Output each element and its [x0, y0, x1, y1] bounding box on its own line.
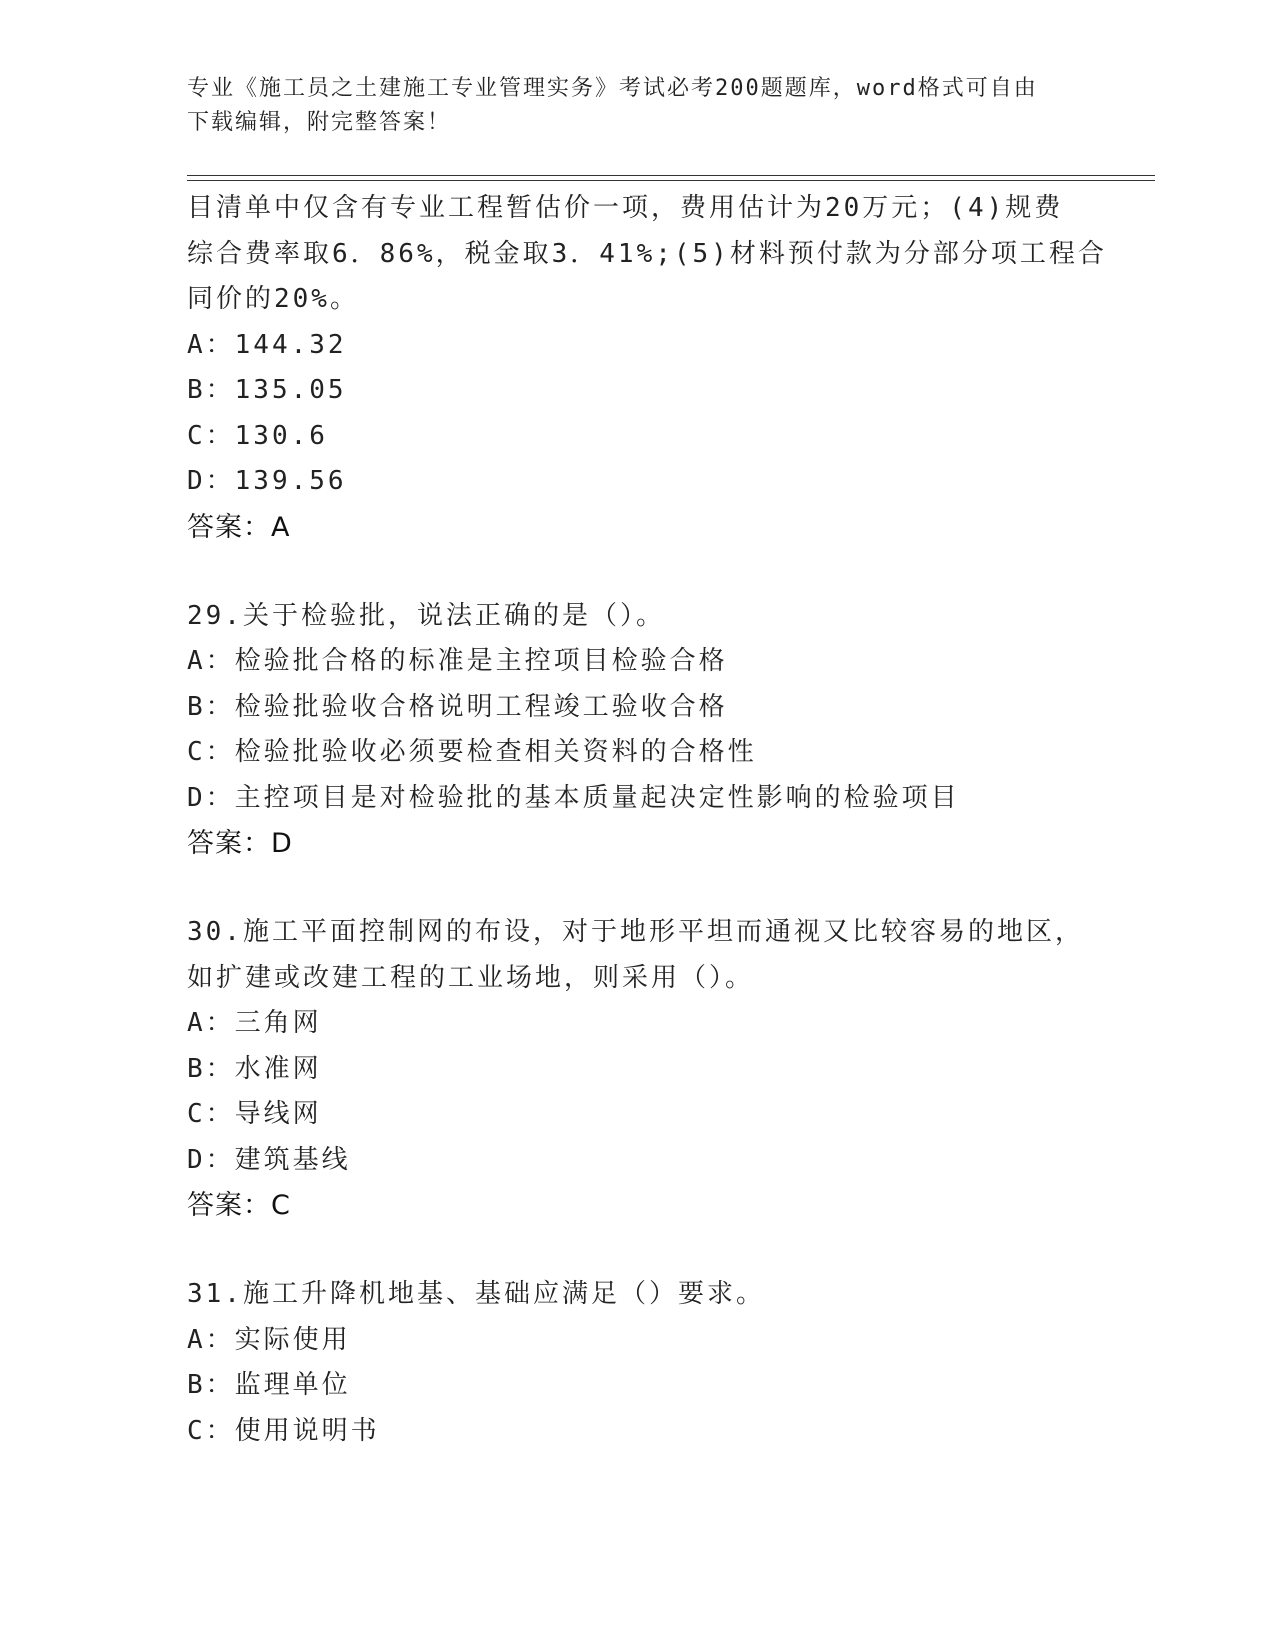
answer-label: 答案：C: [187, 1190, 291, 1221]
answer-label: 答案：D: [187, 828, 293, 859]
question-stem-line: 同价的20%。: [187, 284, 359, 314]
header-divider-bottom: [187, 180, 1155, 181]
option-a: A：三角网: [187, 1008, 322, 1038]
spacer: [187, 1229, 1087, 1272]
option-a: A：检验批合格的标准是主控项目检验合格: [187, 646, 728, 676]
header-divider-top: [187, 175, 1155, 176]
option-a: A：144.32: [187, 329, 347, 360]
question-stem-line: 如扩建或改建工程的工业场地，则采用（）。: [187, 962, 755, 993]
option-d: D：主控项目是对检验批的基本质量起决定性影响的检验项目: [187, 782, 960, 813]
option-c: C：使用说明书: [187, 1415, 380, 1446]
option-c: C：130.6: [187, 420, 328, 451]
option-a: A：实际使用: [187, 1324, 351, 1355]
option-b: B：水准网: [187, 1053, 322, 1084]
question-31: [187, 1272, 1087, 1454]
spacer: [187, 867, 1087, 910]
spacer: [187, 551, 1087, 594]
document-header: [187, 72, 1067, 140]
option-d: D：139.56: [187, 466, 347, 496]
question-stem-line: 29.关于检验批，说法正确的是（）。: [187, 600, 665, 631]
option-c: C：导线网: [187, 1099, 322, 1129]
header-line-2: 下载编辑，附完整答案！: [187, 110, 452, 135]
question-29: [187, 594, 1087, 868]
option-c: C：检验批验收必须要检查相关资料的合格性: [187, 737, 757, 767]
question-30: [187, 910, 1087, 1229]
question-stem-line: 31.施工升降机地基、基础应满足（）要求。: [187, 1279, 765, 1309]
option-d: D：建筑基线: [187, 1144, 351, 1175]
header-line-1: 专业《施工员之土建施工专业管理实务》考试必考200题题库，word格式可自由: [187, 76, 1038, 101]
answer-label: 答案：A: [187, 511, 291, 543]
option-b: B：监理单位: [187, 1370, 351, 1400]
question-stem-line: 综合费率取6．86%，税金取3．41%;(5)材料预付款为分部分项工程合: [187, 238, 1107, 269]
option-b: B：135.05: [187, 375, 347, 405]
question-stem-line: 30.施工平面控制网的布设，对于地形平坦而通视又比较容易的地区，: [187, 917, 1084, 947]
question-stem-line: 目清单中仅含有专业工程暂估价一项，费用估计为20万元；(4)规费: [187, 193, 1064, 223]
question-content: [187, 186, 1107, 1454]
question-continued: [187, 186, 1107, 551]
option-b: B：检验批验收合格说明工程竣工验收合格: [187, 691, 728, 722]
